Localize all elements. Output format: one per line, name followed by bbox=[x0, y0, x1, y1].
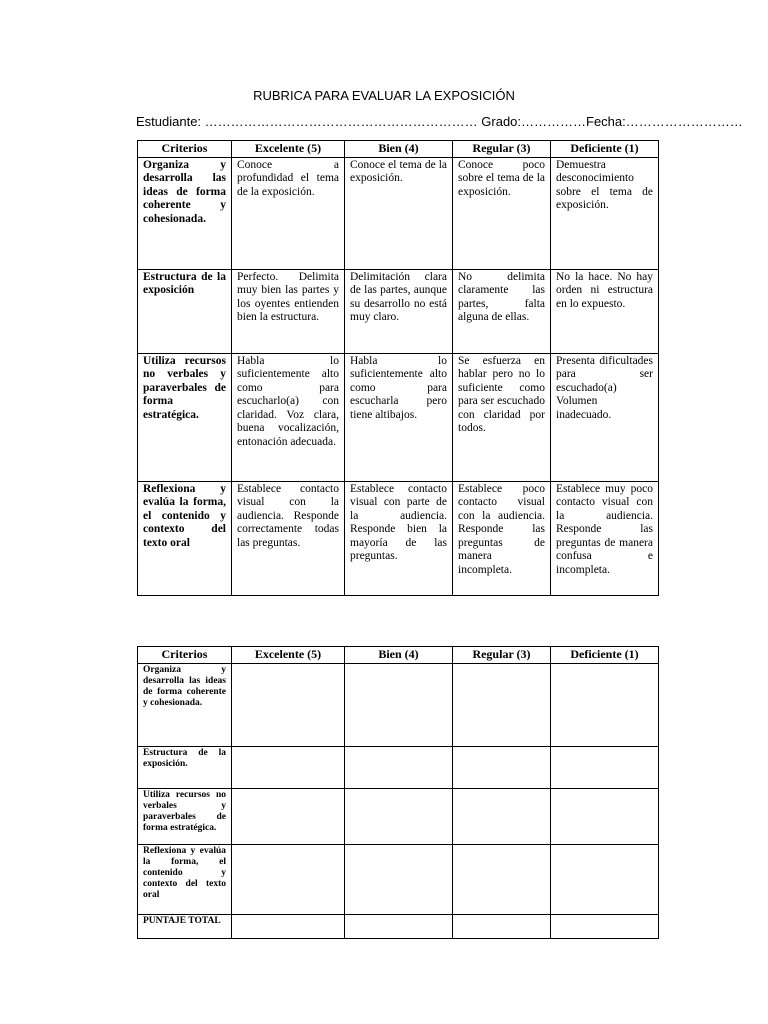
deficiente-cell: No la hace. No hay orden ni estructura en lo expuesto. bbox=[551, 269, 659, 353]
page-title: RUBRICA PARA EVALUAR LA EXPOSICIÓN bbox=[253, 88, 515, 103]
score-row bbox=[138, 746, 659, 788]
score-cell-bien[interactable] bbox=[345, 663, 453, 746]
total-cell-excelente[interactable] bbox=[232, 914, 345, 938]
header-bien: Bien (4) bbox=[345, 647, 453, 664]
header-regular: Regular (3) bbox=[453, 141, 551, 158]
rubric-row bbox=[138, 353, 659, 481]
criterion-cell: Estructura de la exposición. bbox=[138, 746, 232, 788]
score-cell-excelente[interactable] bbox=[232, 746, 345, 788]
regular-cell: No delimita claramente las partes, falta alguna de ellas. bbox=[453, 269, 551, 353]
regular-cell: Establece poco contacto visual con la audiencia. Responde las preguntas de manera incompleta. bbox=[453, 481, 551, 595]
bien-cell: Conoce el tema de la exposición. bbox=[345, 157, 453, 269]
score-cell-excelente[interactable] bbox=[232, 844, 345, 914]
header-criterios: Criterios bbox=[138, 647, 232, 664]
rubric-row bbox=[138, 157, 659, 269]
total-cell-deficiente[interactable] bbox=[551, 914, 659, 938]
deficiente-cell: Demuestra desconocimiento sobre el tema de exposición. bbox=[551, 157, 659, 269]
rubric-header-row bbox=[138, 141, 659, 158]
rubric-row bbox=[138, 481, 659, 595]
deficiente-cell: Presenta dificultades para ser escuchado(a) Volumen inadecuado. bbox=[551, 353, 659, 481]
score-row bbox=[138, 788, 659, 844]
rubric-row bbox=[138, 269, 659, 353]
total-label: PUNTAJE TOTAL bbox=[138, 914, 232, 938]
score-cell-deficiente[interactable] bbox=[551, 788, 659, 844]
score-row bbox=[138, 844, 659, 914]
score-cell-regular[interactable] bbox=[453, 746, 551, 788]
rubric-table bbox=[137, 140, 659, 596]
header-bien: Bien (4) bbox=[345, 141, 453, 158]
total-cell-bien[interactable] bbox=[345, 914, 453, 938]
bien-cell: Delimitación clara de las partes, aunque su desarrollo no está muy claro. bbox=[345, 269, 453, 353]
score-header-row bbox=[138, 647, 659, 664]
score-cell-excelente[interactable] bbox=[232, 788, 345, 844]
score-cell-regular[interactable] bbox=[453, 788, 551, 844]
criterion-cell: Utiliza recursos no verbales y paraverbales de forma estratégica. bbox=[138, 788, 232, 844]
regular-cell: Conoce poco sobre el tema de la exposición. bbox=[453, 157, 551, 269]
score-total-row bbox=[138, 914, 659, 938]
criterion-cell: Utiliza recursos no verbales y paraverbales de forma estratégica. bbox=[138, 353, 232, 481]
excelente-cell: Conoce a profundidad el tema de la exposición. bbox=[232, 157, 345, 269]
score-cell-bien[interactable] bbox=[345, 788, 453, 844]
header-deficiente: Deficiente (1) bbox=[551, 647, 659, 664]
score-row bbox=[138, 663, 659, 746]
bien-cell: Habla lo suficientemente alto como para escucharla pero tiene altibajos. bbox=[345, 353, 453, 481]
header-excelente: Excelente (5) bbox=[232, 647, 345, 664]
regular-cell: Se esfuerza en hablar pero no lo suficiente como para ser escuchado con claridad por todos. bbox=[453, 353, 551, 481]
score-cell-excelente[interactable] bbox=[232, 663, 345, 746]
criterion-cell: Reflexiona y evalúa la forma, el contenido y contexto del texto oral bbox=[138, 481, 232, 595]
deficiente-cell: Establece muy poco contacto visual con la audiencia. Responde las preguntas de manera confusa e incompleta. bbox=[551, 481, 659, 595]
score-cell-deficiente[interactable] bbox=[551, 844, 659, 914]
student-info-line: Estudiante: ……………………………………………………… Grado:……………Fecha:……………………… bbox=[136, 114, 743, 129]
score-cell-deficiente[interactable] bbox=[551, 746, 659, 788]
score-table bbox=[137, 646, 659, 939]
header-deficiente: Deficiente (1) bbox=[551, 141, 659, 158]
criterion-cell: Estructura de la exposición bbox=[138, 269, 232, 353]
excelente-cell: Perfecto. Delimita muy bien las partes y los oyentes entienden bien la estructura. bbox=[232, 269, 345, 353]
excelente-cell: Establece contacto visual con la audiencia. Responde correctamente todas las preguntas. bbox=[232, 481, 345, 595]
total-cell-regular[interactable] bbox=[453, 914, 551, 938]
criterion-cell: Organiza y desarrolla las ideas de forma coherente y cohesionada. bbox=[138, 157, 232, 269]
header-excelente: Excelente (5) bbox=[232, 141, 345, 158]
header-criterios: Criterios bbox=[138, 141, 232, 158]
criterion-cell: Organiza y desarrolla las ideas de forma coherente y cohesionada. bbox=[138, 663, 232, 746]
score-cell-bien[interactable] bbox=[345, 746, 453, 788]
score-cell-deficiente[interactable] bbox=[551, 663, 659, 746]
score-cell-regular[interactable] bbox=[453, 844, 551, 914]
score-cell-regular[interactable] bbox=[453, 663, 551, 746]
score-cell-bien[interactable] bbox=[345, 844, 453, 914]
excelente-cell: Habla lo suficientemente alto como para escucharlo(a) con claridad. Voz clara, buena vocalización, entonación adecuada. bbox=[232, 353, 345, 481]
header-regular: Regular (3) bbox=[453, 647, 551, 664]
criterion-cell: Reflexiona y evalúa la forma, el contenido y contexto del texto oral bbox=[138, 844, 232, 914]
bien-cell: Establece contacto visual con parte de la audiencia. Responde bien la mayoría de las preguntas. bbox=[345, 481, 453, 595]
